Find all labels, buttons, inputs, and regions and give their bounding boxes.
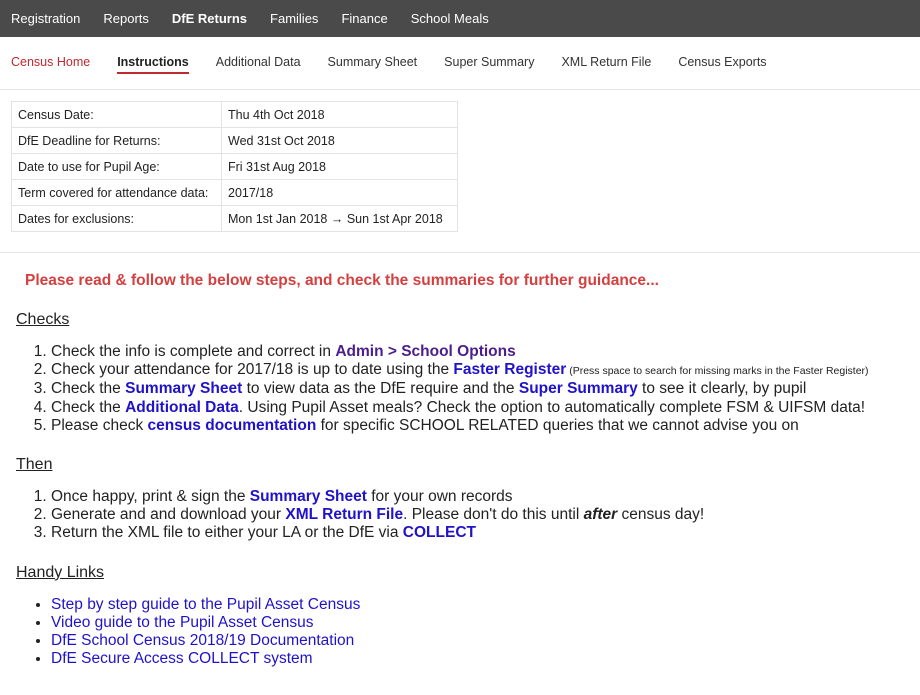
summary-sheet-link-2[interactable]: Summary Sheet [249, 488, 367, 506]
info-label: Date to use for Pupil Age: [12, 154, 222, 180]
table-row [12, 102, 458, 128]
census-documentation-link[interactable]: census documentation [147, 416, 317, 434]
xml-return-file-link[interactable]: XML Return File [285, 506, 404, 524]
sub-navigation [0, 37, 920, 90]
list-item [51, 506, 920, 524]
info-label: Dates for exclusions: [12, 206, 222, 232]
super-summary-link[interactable]: Super Summary [518, 380, 638, 398]
step-text: Generate and and download your [51, 506, 286, 524]
list-item [51, 417, 920, 435]
emphasis-after: after [583, 506, 618, 524]
checks-list [0, 343, 920, 435]
nav-reports[interactable]: Reports [103, 11, 149, 26]
info-value: 2017/18 [222, 180, 458, 206]
tab-summary-sheet[interactable]: Summary Sheet [327, 55, 418, 69]
handy-links-list [0, 596, 920, 669]
tab-additional-data[interactable]: Additional Data [215, 55, 301, 69]
additional-data-link[interactable]: Additional Data [125, 398, 239, 416]
list-item [51, 650, 920, 668]
step-text: Return the XML file to either your LA or the DfE via [51, 524, 403, 542]
step-text: Check the [51, 398, 126, 416]
guidance-notice: Please read & follow the below steps, and check the summaries for further guidance... [25, 272, 659, 289]
collect-link[interactable]: COLLECT [402, 524, 476, 542]
dfe-collect-system-link[interactable]: DfE Secure Access COLLECT system [51, 650, 313, 668]
info-label: DfE Deadline for Returns: [12, 128, 222, 154]
census-info-table [11, 101, 458, 232]
list-item [51, 343, 920, 361]
step-text: for your own records [366, 488, 513, 506]
info-label: Census Date: [12, 102, 222, 128]
step-text: to see it clearly, by pupil [637, 380, 807, 398]
dfe-census-documentation-link[interactable]: DfE School Census 2018/19 Documentation [51, 632, 355, 650]
tab-xml-return-file[interactable]: XML Return File [561, 55, 652, 69]
step-text: Check your attendance for 2017/18 is up to date using the [51, 361, 454, 379]
tab-instructions[interactable]: Instructions [117, 55, 189, 74]
step-text: Check the [51, 380, 126, 398]
tab-super-summary[interactable]: Super Summary [444, 55, 535, 69]
step-text: Once happy, print & sign the [51, 488, 250, 506]
list-item [51, 361, 920, 380]
nav-finance[interactable]: Finance [341, 11, 388, 26]
checks-heading: Checks [16, 311, 70, 328]
faster-register-link[interactable]: Faster Register [453, 361, 567, 379]
step-text: census day! [617, 506, 705, 524]
list-item [51, 614, 920, 632]
step-text: . Using Pupil Asset meals? Check the option to automatically complete FSM & UIFSM data! [238, 398, 866, 416]
nav-families[interactable]: Families [270, 11, 319, 26]
step-text: to view data as the DfE require and the [242, 380, 519, 398]
divider [0, 252, 920, 253]
list-item [51, 524, 920, 542]
table-row [12, 154, 458, 180]
tab-census-exports[interactable]: Census Exports [678, 55, 767, 69]
step-text: Please check [51, 416, 148, 434]
list-item [51, 399, 920, 417]
step-text: for specific SCHOOL RELATED queries that we cannot advise you on [316, 416, 799, 434]
handy-links-heading: Handy Links [16, 563, 105, 581]
nav-school-meals[interactable]: School Meals [410, 11, 489, 26]
then-list [0, 488, 920, 543]
admin-school-options-link[interactable]: Admin > School Options [335, 343, 516, 360]
list-item [51, 596, 920, 614]
list-item [51, 488, 920, 506]
info-value: Mon 1st Jan 2018 → Sun 1st Apr 2018 [222, 206, 458, 232]
then-heading: Then [16, 456, 53, 474]
nav-registration[interactable]: Registration [11, 11, 81, 26]
step-text: Check the info is complete and correct in [51, 343, 336, 360]
list-item [51, 380, 920, 398]
table-row [12, 206, 458, 232]
step-by-step-guide-link[interactable]: Step by step guide to the Pupil Asset Census [51, 595, 361, 613]
census-info [0, 90, 920, 232]
info-value: Wed 31st Oct 2018 [222, 128, 458, 154]
info-value: Thu 4th Oct 2018 [222, 102, 458, 128]
info-value: Fri 31st Aug 2018 [222, 154, 458, 180]
summary-sheet-link[interactable]: Summary Sheet [125, 380, 243, 398]
table-row [12, 180, 458, 206]
step-text: . Please don't do this until [403, 506, 584, 524]
video-guide-link[interactable]: Video guide to the Pupil Asset Census [51, 613, 314, 631]
list-item [51, 632, 920, 650]
table-row [12, 128, 458, 154]
info-label: Term covered for attendance data: [12, 180, 222, 206]
nav-dfe-returns[interactable]: DfE Returns [171, 11, 248, 26]
step-note: (Press space to search for missing marks in the Faster Register) [566, 365, 869, 378]
top-navigation [0, 0, 920, 37]
tab-census-home[interactable]: Census Home [11, 55, 91, 69]
